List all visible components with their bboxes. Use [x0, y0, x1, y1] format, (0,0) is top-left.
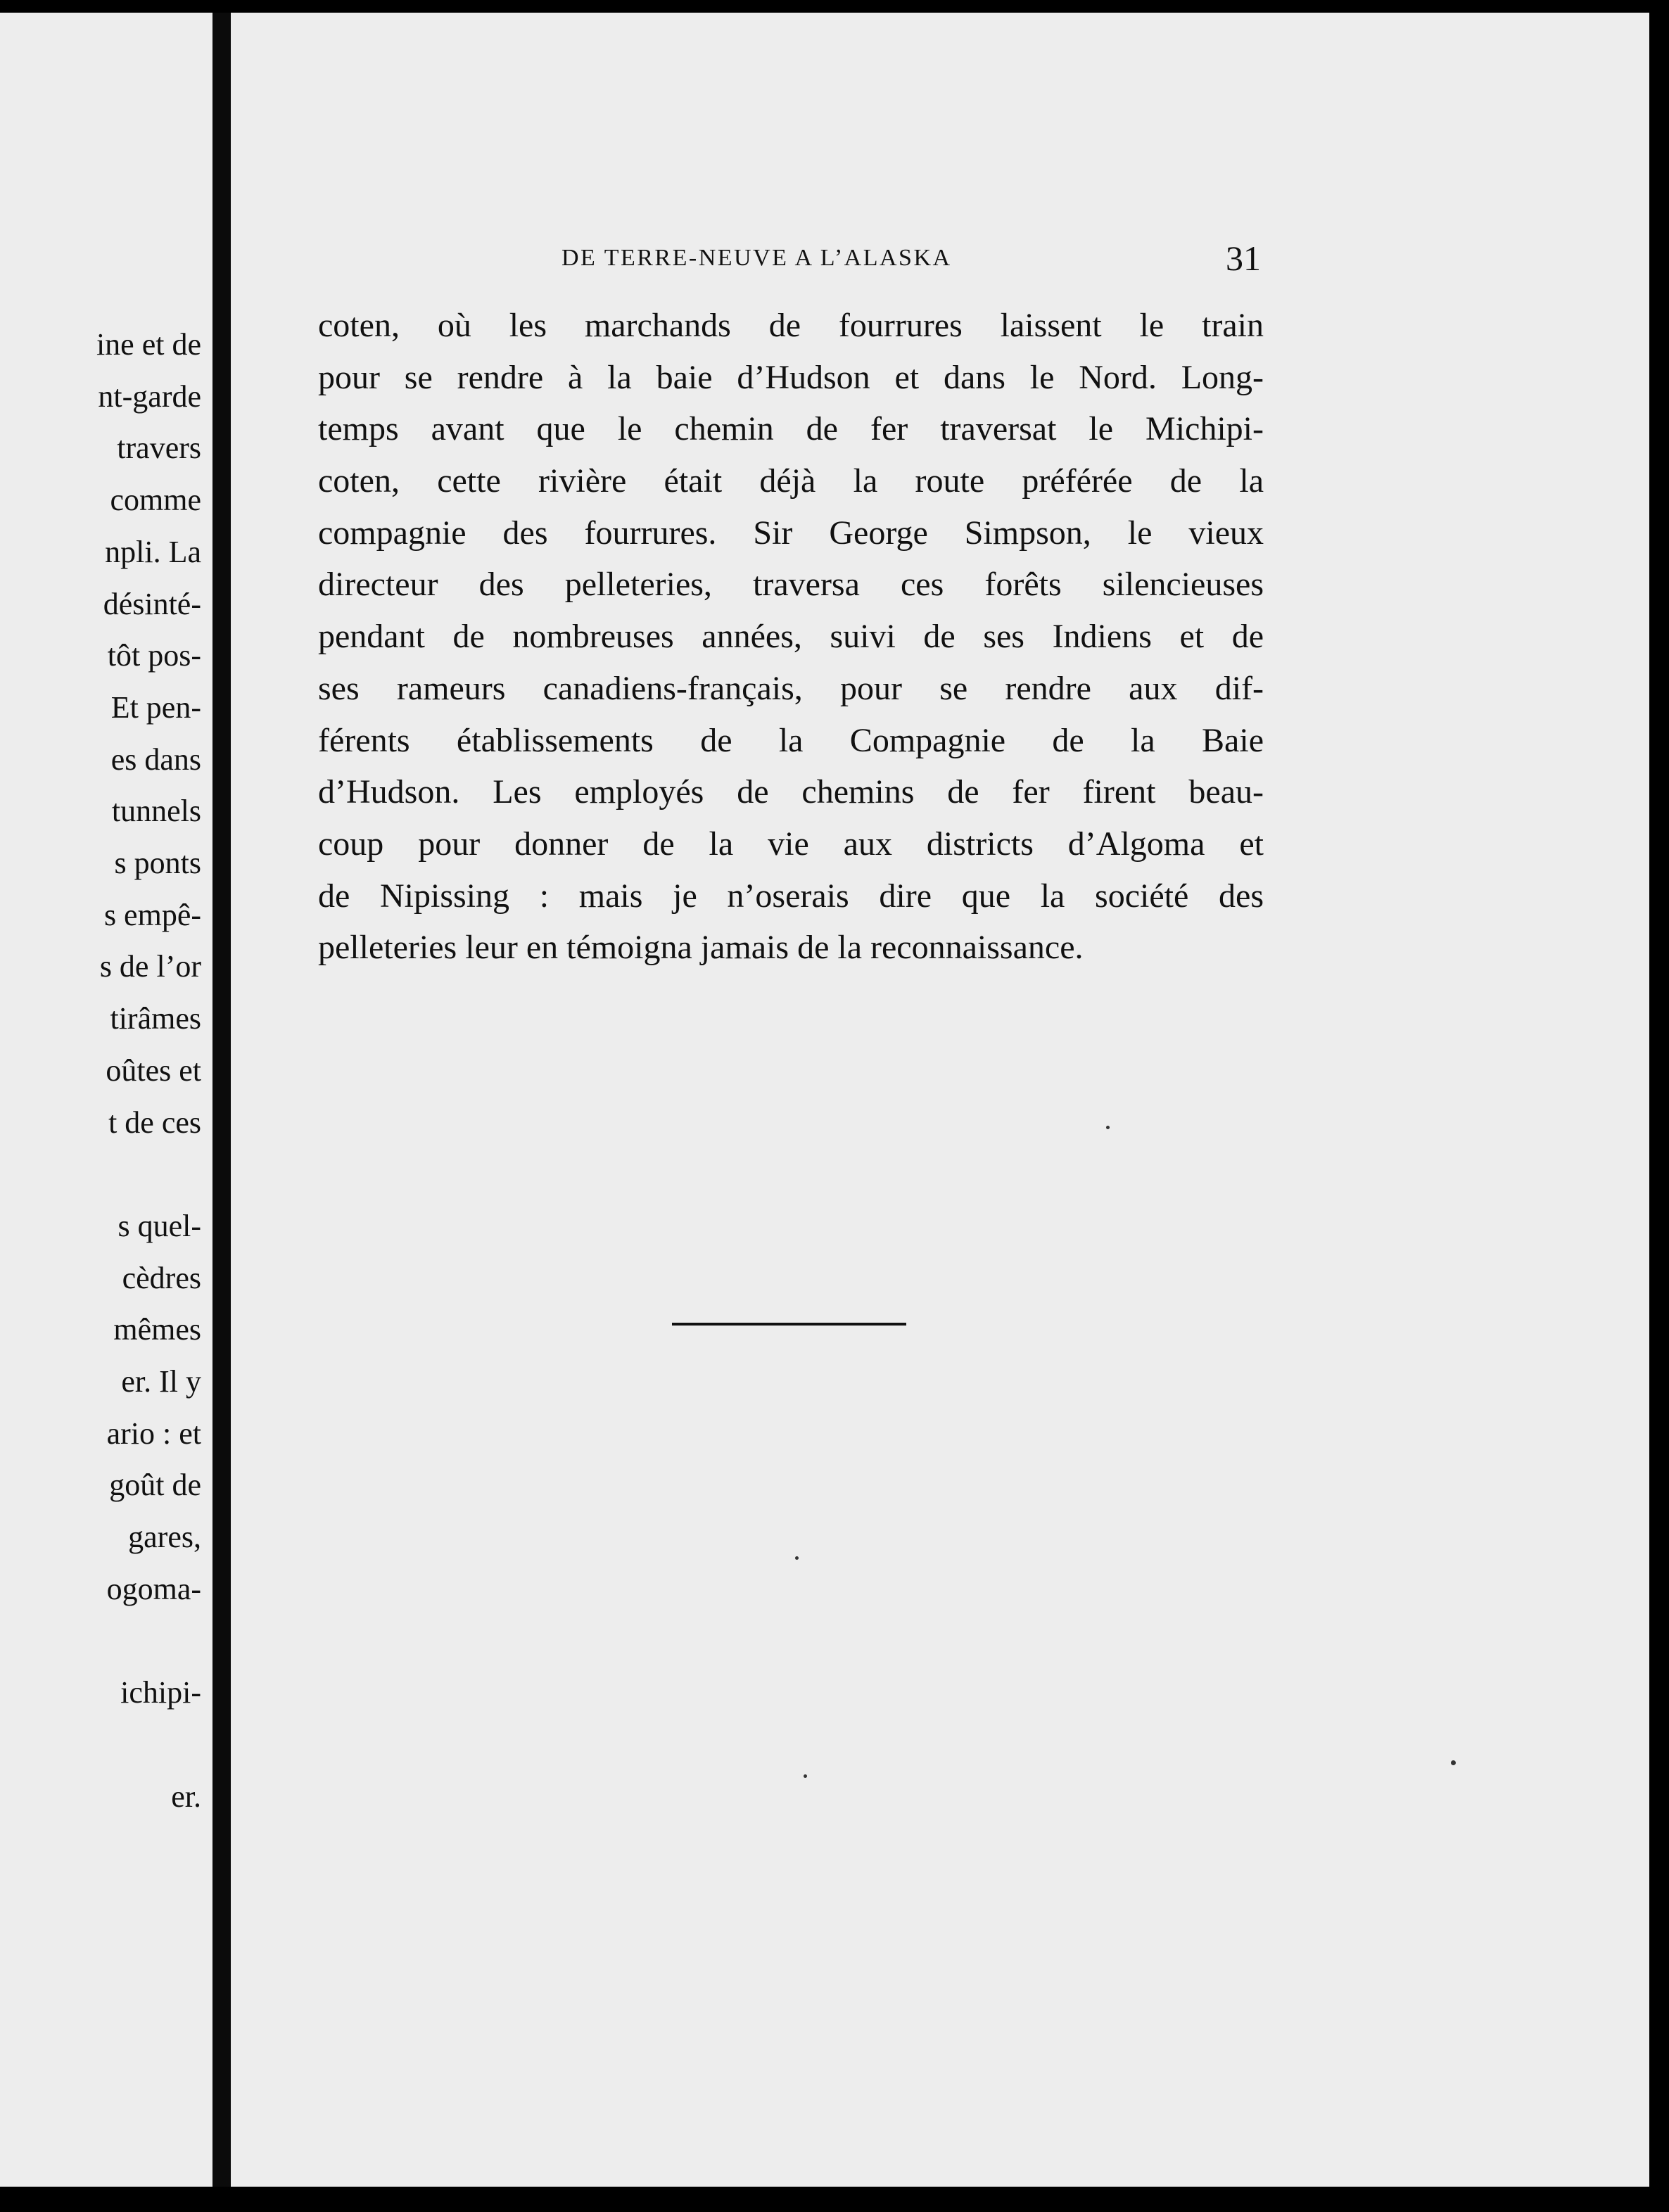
left-text-fragment: gares, [128, 1520, 201, 1555]
text-line: coten, cette rivière était déjà la route préférée de la [318, 462, 1264, 500]
left-text-fragment: ario : et [106, 1416, 201, 1451]
running-head: DE TERRE-NEUVE A L’ALASKA [561, 245, 952, 271]
left-text-fragment: s quel- [118, 1208, 201, 1243]
left-text-fragment: tirâmes [110, 1001, 201, 1036]
left-text-fragment: Et pen- [110, 689, 201, 725]
end-rule [672, 1323, 906, 1326]
previous-page-fragment [0, 13, 212, 2187]
left-text-fragment: es dans [110, 742, 201, 777]
body-paragraph [318, 300, 1264, 974]
book-gutter [212, 13, 231, 2187]
left-text-fragment: s empê- [103, 897, 201, 932]
text-line: coup pour donner de la vie aux districts d’Algoma et [318, 825, 1264, 863]
left-text-fragment: oûtes et [106, 1053, 201, 1088]
text-line: de Nipissing : mais je n’oserais dire que la société des [318, 877, 1264, 915]
left-text-fragment: travers [117, 431, 201, 466]
text-line: temps avant que le chemin de fer traversat le Michipi- [318, 410, 1264, 448]
left-text-fragment: ine et de [96, 327, 201, 362]
left-text-fragment: npli. La [105, 534, 201, 569]
page-number: 31 [1226, 239, 1261, 278]
left-text-fragment: nt-garde [98, 379, 201, 414]
text-line: coten, où les marchands de fourrures laissent le train [318, 307, 1264, 344]
text-line: pelleteries leur en témoigna jamais de la reconnaissance. [318, 929, 1084, 967]
scan-border-right [1649, 0, 1669, 2212]
left-text-fragment: s ponts [114, 846, 201, 880]
left-text-fragment: désinté- [103, 586, 201, 621]
left-text-fragment: tôt pos- [107, 638, 201, 673]
scan-border-bottom [0, 2187, 1669, 2212]
left-text-fragment: ichipi- [120, 1675, 201, 1710]
text-line: pour se rendre à la baie d’Hudson et dans le Nord. Long- [318, 358, 1264, 396]
left-text-fragment: er. Il y [121, 1364, 201, 1399]
text-line: compagnie des fourrures. Sir George Simpson, le vieux [318, 514, 1264, 552]
speck [1451, 1760, 1456, 1765]
text-line: férents établissements de la Compagnie de la Baie [318, 721, 1264, 759]
left-text-fragment: tunnels [111, 794, 201, 829]
speck [795, 1556, 799, 1560]
speck [1106, 1126, 1110, 1129]
scan-border-top [0, 0, 1669, 13]
left-text-fragment: goût de [109, 1468, 201, 1503]
text-line: d’Hudson. Les employés de chemins de fer firent beau- [318, 773, 1264, 811]
left-text-fragment: t de ces [108, 1105, 201, 1140]
text-line: ses rameurs canadiens-français, pour se rendre aux dif- [318, 669, 1264, 707]
left-text-fragment: er. [171, 1779, 201, 1814]
left-text-fragment: cèdres [122, 1260, 201, 1295]
left-text-fragment: ogoma- [106, 1571, 201, 1606]
speck [804, 1774, 807, 1778]
text-line: directeur des pelleteries, traversa ces forêts silencieuses [318, 566, 1264, 604]
left-text-fragment: s de l’or [99, 949, 201, 984]
text-line: pendant de nombreuses années, suivi de ses Indiens et de [318, 618, 1264, 656]
left-text-fragment: mêmes [113, 1312, 201, 1347]
left-text-fragment: comme [110, 483, 201, 518]
